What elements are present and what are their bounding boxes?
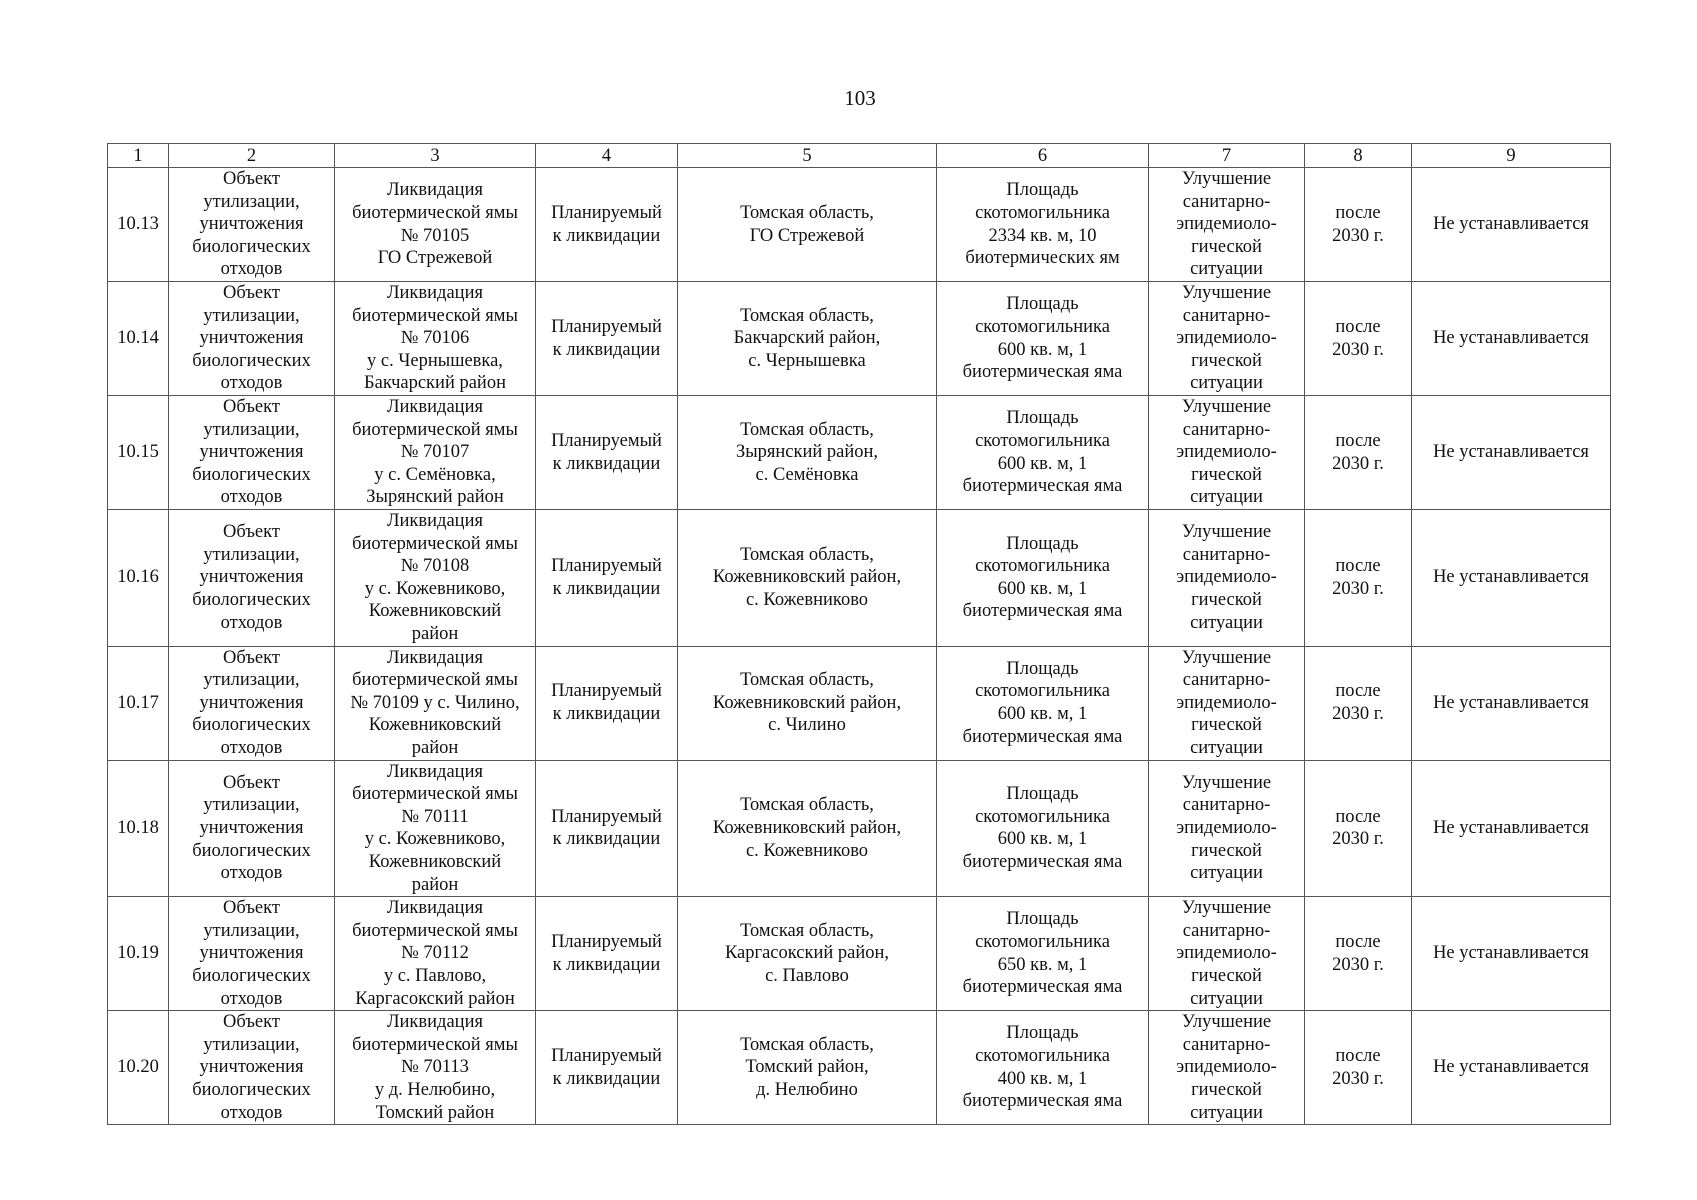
object-status: Планируемый к ликвидации	[536, 282, 678, 396]
object-location: Томская область, Зырянский район, с. Семёновка	[678, 396, 937, 510]
table-row	[108, 1011, 1611, 1125]
column-header: 4	[536, 144, 678, 168]
object-location: Томская область, Томский район, д. Нелюбино	[678, 1011, 937, 1125]
object-location: Томская область, ГО Стрежевой	[678, 168, 937, 282]
column-header: 2	[169, 144, 335, 168]
object-characteristics: Площадь скотомогильника 400 кв. м, 1 биотермическая яма	[937, 1011, 1149, 1125]
object-name: Ликвидация биотермической ямы № 70107 у с. Семёновка, Зырянский район	[335, 396, 536, 510]
object-term: после 2030 г.	[1305, 396, 1412, 510]
object-location: Томская область, Кожевниковский район, с. Кожевниково	[678, 510, 937, 647]
table-row	[108, 760, 1611, 897]
object-term: после 2030 г.	[1305, 646, 1412, 760]
object-zone: Не устанавливается	[1412, 897, 1611, 1011]
table-header-row	[108, 144, 1611, 168]
object-characteristics: Площадь скотомогильника 600 кв. м, 1 биотермическая яма	[937, 760, 1149, 897]
object-zone: Не устанавливается	[1412, 510, 1611, 647]
row-number: 10.15	[108, 396, 169, 510]
column-header: 9	[1412, 144, 1611, 168]
object-purpose: Улучшение санитарно- эпидемиоло- гической ситуации	[1149, 646, 1305, 760]
object-purpose: Улучшение санитарно- эпидемиоло- гической ситуации	[1149, 168, 1305, 282]
row-number: 10.16	[108, 510, 169, 647]
object-zone: Не устанавливается	[1412, 760, 1611, 897]
object-characteristics: Площадь скотомогильника 600 кв. м, 1 биотермическая яма	[937, 510, 1149, 647]
object-purpose: Улучшение санитарно- эпидемиоло- гической ситуации	[1149, 510, 1305, 647]
row-number: 10.18	[108, 760, 169, 897]
object-name: Ликвидация биотермической ямы № 70113 у д. Нелюбино, Томский район	[335, 1011, 536, 1125]
object-zone: Не устанавливается	[1412, 168, 1611, 282]
row-number: 10.20	[108, 1011, 169, 1125]
page-number: 103	[844, 86, 876, 110]
object-purpose: Улучшение санитарно- эпидемиоло- гической ситуации	[1149, 760, 1305, 897]
object-characteristics: Площадь скотомогильника 600 кв. м, 1 биотермическая яма	[937, 646, 1149, 760]
object-zone: Не устанавливается	[1412, 396, 1611, 510]
object-name: Ликвидация биотермической ямы № 70108 у с. Кожевниково, Кожевниковский район	[335, 510, 536, 647]
object-purpose: Улучшение санитарно- эпидемиоло- гической ситуации	[1149, 1011, 1305, 1125]
object-location: Томская область, Кожевниковский район, с. Чилино	[678, 646, 937, 760]
table-row	[108, 396, 1611, 510]
column-header: 6	[937, 144, 1149, 168]
object-type: Объект утилизации, уничтожения биологических отходов	[169, 282, 335, 396]
object-purpose: Улучшение санитарно- эпидемиоло- гической ситуации	[1149, 396, 1305, 510]
object-term: после 2030 г.	[1305, 897, 1412, 1011]
row-number: 10.13	[108, 168, 169, 282]
object-term: после 2030 г.	[1305, 168, 1412, 282]
object-characteristics: Площадь скотомогильника 2334 кв. м, 10 биотермических ям	[937, 168, 1149, 282]
object-term: после 2030 г.	[1305, 760, 1412, 897]
table-row	[108, 510, 1611, 647]
object-type: Объект утилизации, уничтожения биологических отходов	[169, 510, 335, 647]
objects-table	[107, 143, 1611, 1125]
object-characteristics: Площадь скотомогильника 600 кв. м, 1 биотермическая яма	[937, 282, 1149, 396]
object-type: Объект утилизации, уничтожения биологических отходов	[169, 168, 335, 282]
object-term: после 2030 г.	[1305, 282, 1412, 396]
object-type: Объект утилизации, уничтожения биологических отходов	[169, 897, 335, 1011]
column-header: 5	[678, 144, 937, 168]
column-header: 1	[108, 144, 169, 168]
object-name: Ликвидация биотермической ямы № 70111 у с. Кожевниково, Кожевниковский район	[335, 760, 536, 897]
table-row	[108, 168, 1611, 282]
object-name: Ликвидация биотермической ямы № 70106 у с. Чернышевка, Бакчарский район	[335, 282, 536, 396]
object-type: Объект утилизации, уничтожения биологических отходов	[169, 396, 335, 510]
object-purpose: Улучшение санитарно- эпидемиоло- гической ситуации	[1149, 897, 1305, 1011]
object-characteristics: Площадь скотомогильника 600 кв. м, 1 биотермическая яма	[937, 396, 1149, 510]
object-characteristics: Площадь скотомогильника 650 кв. м, 1 биотермическая яма	[937, 897, 1149, 1011]
object-type: Объект утилизации, уничтожения биологических отходов	[169, 760, 335, 897]
object-status: Планируемый к ликвидации	[536, 1011, 678, 1125]
object-name: Ликвидация биотермической ямы № 70112 у с. Павлово, Каргасокский район	[335, 897, 536, 1011]
object-location: Томская область, Каргасокский район, с. Павлово	[678, 897, 937, 1011]
object-term: после 2030 г.	[1305, 1011, 1412, 1125]
object-zone: Не устанавливается	[1412, 1011, 1611, 1125]
object-status: Планируемый к ликвидации	[536, 760, 678, 897]
table-row	[108, 897, 1611, 1011]
object-zone: Не устанавливается	[1412, 646, 1611, 760]
object-zone: Не устанавливается	[1412, 282, 1611, 396]
column-header: 8	[1305, 144, 1412, 168]
object-status: Планируемый к ликвидации	[536, 897, 678, 1011]
object-name: Ликвидация биотермической ямы № 70109 у с. Чилино, Кожевниковский район	[335, 646, 536, 760]
table-row	[108, 282, 1611, 396]
object-status: Планируемый к ликвидации	[536, 396, 678, 510]
object-type: Объект утилизации, уничтожения биологических отходов	[169, 646, 335, 760]
column-header: 7	[1149, 144, 1305, 168]
object-name: Ликвидация биотермической ямы № 70105 ГО Стрежевой	[335, 168, 536, 282]
object-location: Томская область, Кожевниковский район, с. Кожевниково	[678, 760, 937, 897]
row-number: 10.17	[108, 646, 169, 760]
object-location: Томская область, Бакчарский район, с. Чернышевка	[678, 282, 937, 396]
object-status: Планируемый к ликвидации	[536, 646, 678, 760]
object-type: Объект утилизации, уничтожения биологических отходов	[169, 1011, 335, 1125]
object-status: Планируемый к ликвидации	[536, 168, 678, 282]
column-header: 3	[335, 144, 536, 168]
object-status: Планируемый к ликвидации	[536, 510, 678, 647]
row-number: 10.19	[108, 897, 169, 1011]
table-row	[108, 646, 1611, 760]
object-purpose: Улучшение санитарно- эпидемиоло- гической ситуации	[1149, 282, 1305, 396]
object-term: после 2030 г.	[1305, 510, 1412, 647]
row-number: 10.14	[108, 282, 169, 396]
